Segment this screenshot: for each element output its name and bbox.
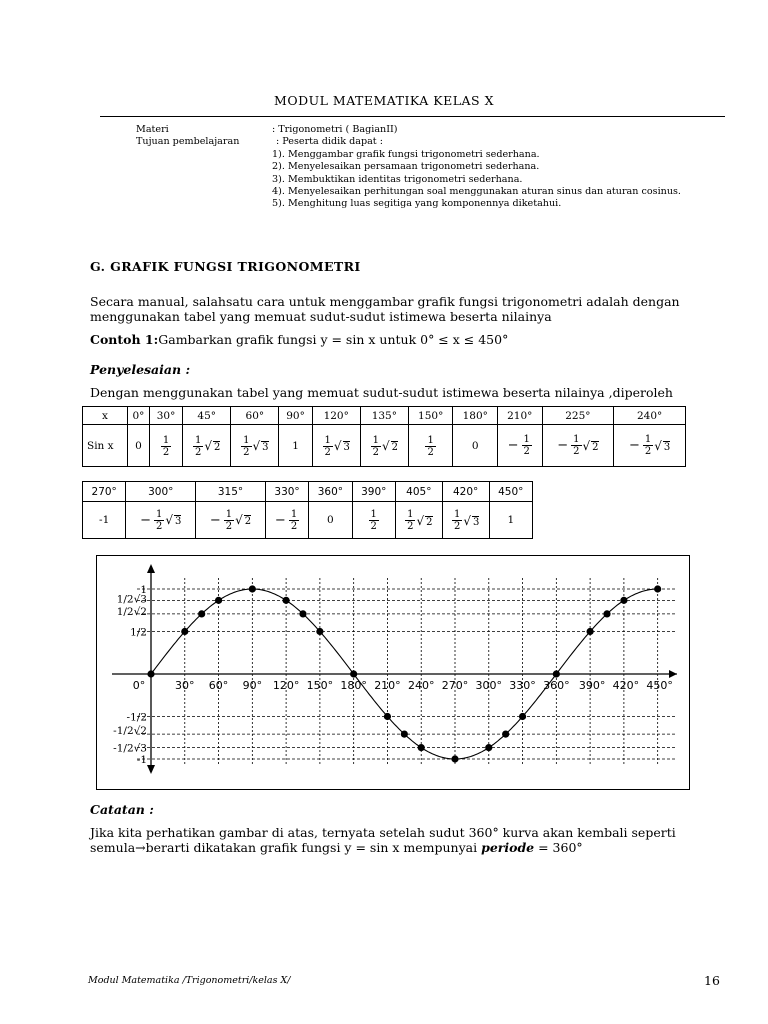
- angle-cell: 90°: [279, 407, 312, 425]
- numerator: 1: [290, 508, 298, 520]
- data-point: [620, 597, 627, 604]
- intro-line: menggunakan tabel yang memuat sudut-sudut istimewa beserta nilainya: [90, 309, 552, 324]
- minus-sign: −: [209, 512, 221, 528]
- periode-term: periode: [481, 840, 535, 855]
- x-tick-label: 360°: [543, 679, 570, 692]
- angle-cell: 330°: [265, 482, 308, 502]
- denominator: 2: [155, 520, 163, 532]
- sin-value: [140, 509, 181, 532]
- sin-value: [241, 435, 268, 458]
- numerator: 1: [372, 434, 380, 446]
- sin-value: 1: [507, 514, 515, 526]
- sine-graph: [97, 556, 689, 789]
- denominator: 2: [370, 521, 377, 532]
- penyelesaian-label: Penyelesaian :: [90, 362, 191, 377]
- angle-cell: 225°: [542, 407, 614, 425]
- sin-value-cell: [231, 425, 279, 467]
- denominator: 2: [324, 446, 331, 458]
- radical: [463, 514, 479, 528]
- numerator: 1: [162, 434, 170, 446]
- tujuan-intro: : Peserta didik dapat :: [276, 136, 383, 148]
- x-tick-label: 60°: [208, 679, 229, 692]
- sin-value: [323, 435, 350, 458]
- data-point: [198, 610, 205, 617]
- sqrt-icon: √: [463, 513, 471, 528]
- x-tick-label: 90°: [242, 679, 263, 692]
- sin-value-cell: [408, 425, 453, 467]
- data-point: [603, 610, 610, 617]
- catatan-paragraph: [90, 825, 710, 855]
- sin-value-cell: [498, 425, 543, 467]
- minus-sign: −: [274, 512, 286, 528]
- fraction: [371, 435, 381, 458]
- radical: [654, 439, 670, 453]
- data-point: [249, 585, 256, 592]
- sin-value: [557, 434, 598, 457]
- sin-value-cell: [83, 502, 126, 539]
- fraction: [452, 509, 462, 532]
- sin-value: [452, 509, 479, 532]
- sin-value-cell: [352, 502, 395, 539]
- goal-item: 5). Menghitung luas segitiga yang komponennya diketahui.: [272, 198, 562, 210]
- x-tick-label: 330°: [509, 679, 536, 692]
- denominator: 2: [407, 521, 414, 532]
- numerator: 1: [324, 434, 331, 446]
- denominator: 2: [225, 520, 233, 532]
- contoh-label: Contoh 1:: [90, 332, 159, 347]
- radicand: 2: [391, 442, 399, 453]
- denominator: 2: [162, 446, 170, 458]
- catatan-line-1: Jika kita perhatikan gambar di atas, ternyata setelah sudut 360° kurva akan kembali seperti: [90, 825, 676, 840]
- catatan-value: = 360°: [534, 840, 583, 855]
- denominator: 2: [523, 446, 530, 457]
- y-tick-label: 1/2√2: [116, 605, 147, 618]
- fraction: [571, 434, 581, 457]
- data-point: [553, 670, 560, 677]
- sin-value-cell: [312, 425, 360, 467]
- fraction: [241, 435, 251, 458]
- x-tick-label: 150°: [306, 679, 334, 692]
- angle-cell: 150°: [408, 407, 453, 425]
- page-header-title: MODUL MATEMATIKA KELAS X: [274, 93, 494, 108]
- angle-cell: 120°: [312, 407, 360, 425]
- data-point: [215, 597, 222, 604]
- sqrt-icon: √: [204, 439, 213, 453]
- numerator: 1: [195, 434, 202, 446]
- sin-value: [210, 509, 251, 532]
- row-header-sin: Sin x: [83, 425, 128, 467]
- intro-paragraph: [90, 294, 690, 324]
- data-point: [587, 628, 594, 635]
- radicand: 2: [592, 441, 599, 453]
- sine-graph-frame: [96, 555, 690, 790]
- data-point: [485, 744, 492, 751]
- data-point: [451, 755, 458, 762]
- x-axis-arrow-icon: [669, 670, 677, 678]
- angle-cell: 405°: [395, 482, 442, 502]
- data-point: [147, 670, 154, 677]
- goal-item: 3). Membuktikan identitas trigonometri sederhana.: [272, 173, 523, 185]
- data-point: [316, 628, 323, 635]
- sqrt-icon: √: [582, 438, 591, 453]
- sin-value: [369, 509, 379, 532]
- sin-value-cell: [542, 425, 614, 467]
- fraction: [369, 509, 379, 532]
- meta-labels: [136, 124, 266, 149]
- sin-value: 1: [292, 439, 299, 452]
- intro-line: Secara manual, salahsatu cara untuk menggambar grafik fungsi trigonometri adalah dengan: [90, 294, 680, 309]
- sin-value-cell: [360, 425, 408, 467]
- angle-cell: 30°: [149, 407, 182, 425]
- y-axis-arrow-down-icon: [147, 765, 155, 774]
- numerator: 1: [243, 434, 250, 446]
- fraction: [193, 435, 203, 458]
- fraction: [425, 435, 435, 458]
- radicand: 3: [343, 442, 350, 453]
- sin-value: [425, 435, 435, 458]
- angle-cell: 390°: [352, 482, 395, 502]
- numerator: 1: [155, 508, 163, 520]
- x-tick-label: 30°: [175, 679, 195, 692]
- sin-value: -1: [99, 514, 110, 526]
- radical: [583, 439, 599, 453]
- data-point: [350, 670, 357, 677]
- fraction: [323, 435, 333, 458]
- radical: [334, 439, 350, 453]
- y-tick-label: -1: [136, 754, 147, 766]
- y-tick-label: -1/2√3: [113, 742, 147, 755]
- fraction: [289, 509, 299, 532]
- denominator: 2: [453, 521, 461, 532]
- numerator: 1: [573, 434, 580, 445]
- tujuan-label: Tujuan pembelajaran: [136, 136, 240, 148]
- x-tick-label: 420°: [612, 679, 640, 692]
- numerator: 1: [407, 509, 414, 520]
- sin-value-cell: [279, 425, 312, 467]
- data-point: [502, 731, 509, 738]
- sqrt-icon: √: [252, 439, 261, 453]
- denominator: 2: [372, 446, 380, 458]
- x-tick-label: 390°: [578, 679, 606, 692]
- radicand: 3: [262, 442, 269, 453]
- numerator: 1: [523, 434, 530, 445]
- angle-cell: 210°: [498, 407, 543, 425]
- numerator: 1: [644, 434, 652, 445]
- materi-value: : Trigonometri ( BagianII): [272, 124, 398, 135]
- sin-value-cell: [442, 502, 489, 539]
- y-tick-label: -1/2: [126, 711, 147, 724]
- radicand: 3: [663, 441, 671, 453]
- sin-value-cell: [149, 425, 182, 467]
- y-tick-label: 1/2√3: [116, 593, 147, 606]
- y-tick-label: -1/2√2: [113, 725, 147, 738]
- sin-value: 0: [135, 439, 142, 452]
- sin-value: 0: [327, 514, 334, 526]
- radical: [165, 513, 181, 527]
- data-point: [299, 610, 306, 617]
- angle-cell: 180°: [453, 407, 498, 425]
- denominator: 2: [243, 446, 250, 458]
- numerator: 1: [427, 434, 434, 446]
- angle-cell: 450°: [489, 482, 532, 502]
- radicand: 2: [426, 516, 433, 528]
- data-point: [384, 713, 391, 720]
- data-point: [401, 731, 408, 738]
- angle-cell: 420°: [442, 482, 489, 502]
- radical: [382, 439, 398, 453]
- denominator: 2: [290, 520, 298, 532]
- radical: [253, 439, 269, 453]
- data-point: [418, 744, 425, 751]
- sin-value-cell: [196, 502, 266, 539]
- goal-item: 1). Menggambar grafik fungsi trigonometri sederhana.: [272, 148, 540, 160]
- x-tick-label: 450°: [646, 679, 673, 692]
- angle-cell: 240°: [614, 407, 686, 425]
- sin-value-cell: [395, 502, 442, 539]
- sin-value-cell: [309, 502, 352, 539]
- contoh-line: [90, 332, 690, 347]
- sin-value-cell: [614, 425, 686, 467]
- catatan-semula: semula: [90, 840, 136, 855]
- sin-value: [275, 509, 299, 532]
- sin-value: [629, 434, 670, 457]
- header-rule: [100, 116, 725, 117]
- sqrt-icon: √: [333, 439, 342, 453]
- radical: [204, 439, 220, 453]
- sin-value-cell: [265, 502, 308, 539]
- sqrt-icon: √: [235, 513, 243, 527]
- catatan-line-2: [90, 840, 710, 855]
- data-point: [181, 628, 188, 635]
- data-point: [519, 713, 526, 720]
- sin-value-cell: [126, 502, 196, 539]
- sqrt-icon: √: [165, 513, 173, 527]
- angle-cell: 360°: [309, 482, 352, 502]
- radicand: 2: [214, 442, 221, 453]
- sin-value: [508, 434, 532, 457]
- y-tick-label: 1: [140, 584, 147, 596]
- angle-cell: 315°: [196, 482, 266, 502]
- radicand: 2: [244, 516, 252, 527]
- angle-cell: 270°: [83, 482, 126, 502]
- row-header-x: x: [83, 407, 128, 425]
- sin-value: [161, 435, 171, 458]
- sqrt-icon: √: [382, 439, 390, 453]
- y-tick-label: 1/2: [130, 626, 147, 639]
- minus-sign: −: [628, 438, 640, 453]
- angle-cell: 0°: [128, 407, 150, 425]
- catatan-text: berarti dikatakan grafik fungsi y = sin x mempunyai: [145, 840, 482, 855]
- denominator: 2: [644, 446, 652, 457]
- section-title: G. GRAFIK FUNGSI TRIGONOMETRI: [90, 259, 361, 274]
- radical: [235, 513, 251, 527]
- numerator: 1: [453, 509, 461, 520]
- minus-sign: −: [140, 512, 151, 528]
- goal-item: 4). Menyelesaikan perhitungan soal menggunakan aturan sinus dan aturan cosinus.: [272, 186, 681, 198]
- minus-sign: −: [557, 438, 569, 453]
- x-tick-label: 270°: [441, 679, 469, 692]
- x-tick-label: 240°: [407, 679, 435, 692]
- sin-value: [371, 435, 398, 458]
- data-point: [654, 585, 661, 592]
- sin-value: [405, 509, 432, 532]
- fraction: [405, 509, 415, 532]
- numerator: 1: [370, 509, 377, 520]
- sin-table-1: [82, 406, 686, 467]
- sin-value-cell: [128, 425, 150, 467]
- angle-cell: 45°: [183, 407, 231, 425]
- angle-cell: 300°: [126, 482, 196, 502]
- sin-value-cell: [183, 425, 231, 467]
- page-number: 16: [704, 973, 720, 988]
- fraction: [643, 434, 653, 457]
- sin-value-cell: [453, 425, 498, 467]
- denominator: 2: [427, 446, 434, 458]
- sqrt-icon: √: [654, 438, 662, 453]
- x-tick-label: 300°: [475, 679, 503, 692]
- y-axis-arrow-up-icon: [147, 564, 155, 573]
- radicand: 3: [175, 516, 182, 527]
- arrow-icon: →: [135, 840, 146, 855]
- denominator: 2: [573, 446, 580, 457]
- footer-text: Modul Matematika /Trigonometri/kelas X/: [88, 975, 291, 986]
- catatan-label: Catatan :: [90, 802, 154, 817]
- fraction: [154, 509, 164, 532]
- goal-item: 2). Menyelesaikan persamaan trigonometri sederhana.: [272, 161, 540, 173]
- fraction: [224, 509, 234, 532]
- data-point: [283, 597, 290, 604]
- denominator: 2: [195, 446, 202, 458]
- materi-label: Materi: [136, 124, 169, 135]
- minus-sign: −: [507, 438, 519, 453]
- meta-values: [272, 124, 732, 211]
- radical: [416, 514, 432, 528]
- sin-value: 0: [471, 439, 479, 452]
- sqrt-icon: √: [416, 513, 425, 528]
- angle-cell: 60°: [231, 407, 279, 425]
- x-tick-label: 180°: [340, 679, 367, 692]
- x-tick-label: 120°: [272, 679, 300, 692]
- sin-value: [193, 435, 220, 458]
- fraction: [161, 435, 171, 458]
- contoh-text: Gambarkan grafik fungsi y = sin x untuk 0° ≤ x ≤ 450°: [158, 332, 509, 347]
- fraction: [522, 434, 532, 457]
- x-tick-label: 210°: [374, 679, 401, 692]
- table-intro: Dengan menggunakan tabel yang memuat sudut-sudut istimewa beserta nilainya ,diperoleh: [90, 385, 673, 400]
- angle-cell: 135°: [360, 407, 408, 425]
- sin-table-2: [82, 481, 533, 539]
- radicand: 3: [472, 516, 480, 528]
- sin-value-cell: [489, 502, 532, 539]
- numerator: 1: [225, 508, 233, 520]
- x-tick-label: 0°: [132, 679, 146, 692]
